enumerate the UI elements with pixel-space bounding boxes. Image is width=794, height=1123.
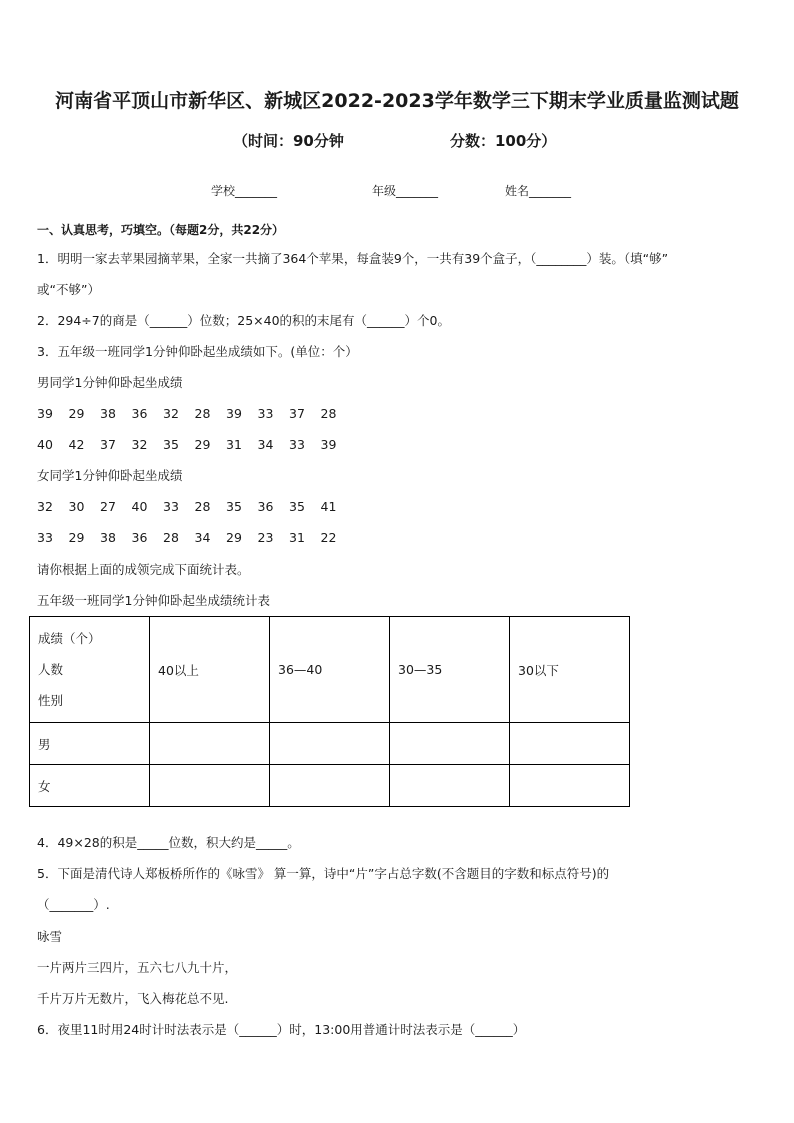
- score-value: 29: [68, 530, 85, 545]
- question-2: 2．294÷7的商是（______）位数；25×40的积的末尾有（______）个0。: [37, 313, 450, 328]
- question-3: 3．五年级一班同学1分钟仰卧起坐成绩如下。(单位：个）: [37, 344, 358, 359]
- blank-cell[interactable]: [270, 723, 390, 765]
- score-value: 30: [68, 499, 85, 514]
- header-line: 人数: [38, 662, 64, 677]
- table-row: [30, 765, 630, 807]
- score-value: 38: [100, 530, 116, 545]
- blank-cell[interactable]: [150, 723, 270, 765]
- score-value: 33: [37, 530, 53, 545]
- girls-title: 女同学1分钟仰卧起坐成绩: [37, 468, 183, 483]
- score-value: 27: [100, 499, 116, 514]
- blank-cell[interactable]: [510, 723, 630, 765]
- score-value: 37: [100, 437, 116, 452]
- poem-title: 咏雪: [37, 929, 63, 944]
- score-value: 29: [194, 437, 211, 452]
- score-value: 36: [257, 499, 274, 514]
- question-5-cont: （_______）.: [37, 897, 110, 912]
- section-heading: 一、认真思考，巧填空。（每题2分，共22分）: [37, 223, 285, 237]
- school-field: 学校_______: [211, 184, 278, 198]
- total-score: 分数：100分）: [450, 132, 557, 150]
- score-value: 35: [163, 437, 179, 452]
- score-value: 36: [131, 530, 148, 545]
- score-value: 29: [68, 406, 85, 421]
- table-title: 五年级一班同学1分钟仰卧起坐成绩统计表: [37, 593, 270, 608]
- score-value: 35: [226, 499, 242, 514]
- blank-cell[interactable]: [270, 765, 390, 807]
- score-value: 29: [226, 530, 242, 545]
- score-value: 35: [289, 499, 305, 514]
- blank-cell[interactable]: [390, 723, 510, 765]
- question-5: 5．下面是清代诗人郑板桥所作的《咏雪》 算一算，诗中“片”字占总字数(不含题目的字数和标点符号)的: [37, 866, 610, 881]
- score-value: 23: [257, 530, 274, 545]
- girls-scores-row-2: [37, 530, 352, 546]
- question-6: 6．夜里11时用24时计时法表示是（______）时，13:00用普通计时法表示是（______）: [37, 1022, 526, 1037]
- score-value: 32: [131, 437, 148, 452]
- row-header: 男: [30, 723, 150, 765]
- header-line: 成绩（个）: [38, 631, 101, 646]
- score-value: 32: [163, 406, 179, 421]
- page-title: 河南省平顶山市新华区、新城区2022-2023学年数学三下期末学业质量监测试题: [55, 90, 739, 112]
- boys-scores-row-2: [37, 437, 352, 453]
- score-value: 37: [289, 406, 305, 421]
- score-value: 34: [194, 530, 211, 545]
- column-header: 40以上: [150, 617, 270, 723]
- score-value: 36: [131, 406, 148, 421]
- score-value: 41: [320, 499, 337, 514]
- score-value: 40: [131, 499, 148, 514]
- time-limit: （时间：90分钟: [233, 132, 344, 150]
- instruction: 请你根据上面的成领完成下面统计表。: [37, 562, 250, 577]
- blank-cell[interactable]: [150, 765, 270, 807]
- question-4: 4．49×28的积是_____位数，积大约是_____。: [37, 835, 300, 850]
- score-value: 34: [257, 437, 274, 452]
- score-value: 28: [163, 530, 179, 545]
- score-value: 28: [194, 406, 211, 421]
- name-field: 姓名_______: [505, 184, 572, 198]
- column-header: 30以下: [510, 617, 630, 723]
- score-value: 33: [289, 437, 305, 452]
- score-value: 28: [320, 406, 337, 421]
- grade-field: 年级_______: [372, 184, 439, 198]
- score-value: 38: [100, 406, 116, 421]
- girls-scores-row-1: [37, 499, 352, 515]
- table-header-row: [30, 617, 630, 723]
- blank-cell[interactable]: [510, 765, 630, 807]
- row-header: 女: [30, 765, 150, 807]
- score-value: 33: [257, 406, 274, 421]
- poem-line-1: 一片两片三四片，五六七八九十片，: [37, 960, 238, 975]
- score-value: 33: [163, 499, 179, 514]
- score-value: 32: [37, 499, 53, 514]
- score-value: 28: [194, 499, 211, 514]
- poem-line-2: 千片万片无数片，飞入梅花总不见.: [37, 991, 229, 1006]
- score-value: 39: [226, 406, 242, 421]
- question-1-cont: 或“不够”）: [37, 282, 100, 297]
- score-value: 40: [37, 437, 53, 452]
- score-value: 22: [320, 530, 337, 545]
- score-value: 31: [289, 530, 305, 545]
- table-row: [30, 723, 630, 765]
- header-line: 性别: [38, 693, 64, 708]
- blank-cell[interactable]: [390, 765, 510, 807]
- score-value: 39: [37, 406, 53, 421]
- score-value: 31: [226, 437, 242, 452]
- score-value: 39: [320, 437, 337, 452]
- score-value: 42: [68, 437, 85, 452]
- boys-scores-row-1: [37, 406, 352, 422]
- diagonal-header-cell: [30, 617, 150, 723]
- column-header: 30—35: [390, 617, 510, 723]
- statistics-table: [29, 616, 630, 807]
- boys-title: 男同学1分钟仰卧起坐成绩: [37, 375, 183, 390]
- question-1: 1．明明一家去苹果园摘苹果，全家一共摘了364个苹果，每盒装9个，一共有39个盒子，（________）装。（填“够”: [37, 251, 669, 266]
- column-header: 36—40: [270, 617, 390, 723]
